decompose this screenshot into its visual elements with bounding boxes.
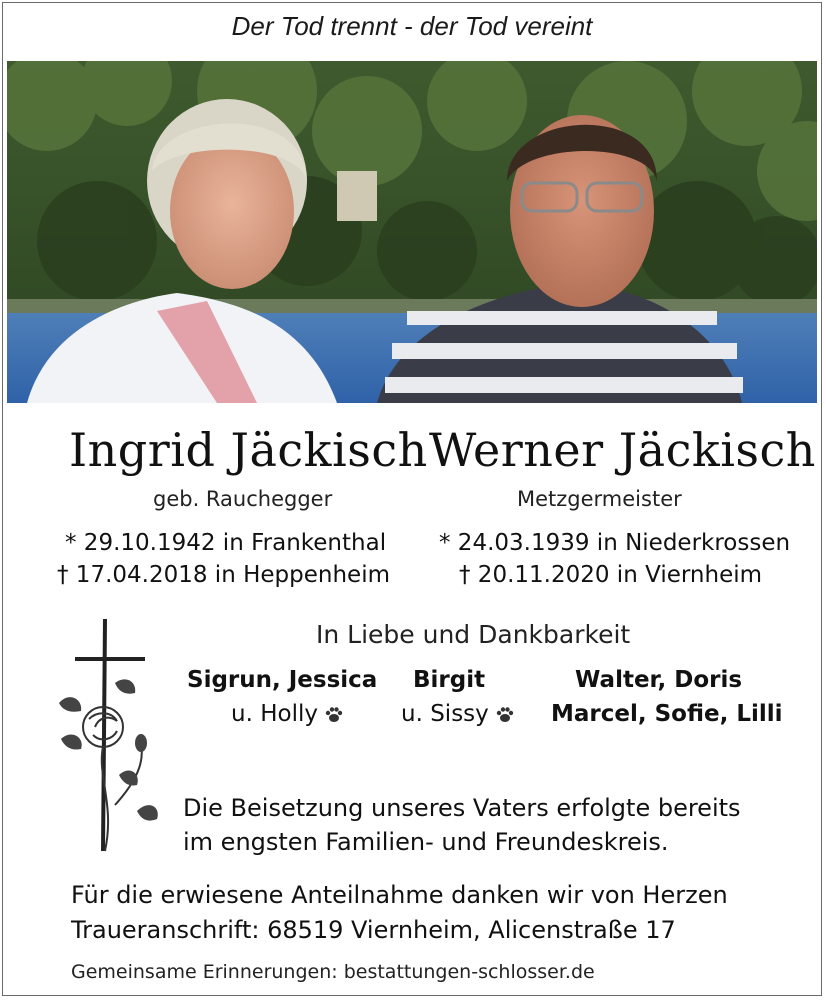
- paw-icon: [495, 705, 515, 725]
- person-right-death: † 20.11.2020 in Viernheim: [459, 562, 763, 588]
- person-left-subtitle: geb. Rauchegger: [153, 487, 333, 511]
- mourners-group3-names-2: Marcel, Sofie, Lilli: [551, 701, 783, 727]
- person-right-subtitle: Metzgermeister: [517, 487, 682, 511]
- mourners-group3-names: Walter, Doris: [575, 667, 743, 693]
- paw-icon: [324, 705, 344, 725]
- person-right-name: Werner Jäckisch: [429, 423, 816, 477]
- notice-line-1: Die Beisetzung unseres Vaters erfolgte bereits: [183, 794, 741, 822]
- cross-with-rose-icon: [45, 615, 165, 855]
- mourners-group2-pet: [401, 701, 515, 727]
- mourners-group1-pet-text: u. Holly: [231, 701, 318, 727]
- person-left-birth: * 29.10.1942 in Frankenthal: [65, 530, 387, 556]
- mourners-intro: In Liebe und Dankbarkeit: [316, 620, 631, 649]
- notice-line-2: im engsten Familien- und Freundeskreis.: [183, 828, 669, 856]
- obituary-notice: [2, 2, 822, 996]
- memories-link[interactable]: Gemeinsame Erinnerungen: bestattungen-schlosser.de: [71, 961, 595, 983]
- mourners-group1-pet: [231, 701, 344, 727]
- address-line: Traueranschrift: 68519 Viernheim, Alicenstraße 17: [71, 916, 676, 944]
- mourners-group2-names: Birgit: [413, 667, 486, 693]
- mourners-group1-names: Sigrun, Jessica: [187, 667, 378, 693]
- thanks-line-1: Für die erwiesene Anteilnahme danken wir von Herzen: [71, 881, 728, 909]
- person-left-name: Ingrid Jäckisch: [69, 423, 428, 477]
- motto-text: Der Tod trennt - der Tod vereint: [231, 11, 593, 41]
- mourners-group2-pet-text: u. Sissy: [401, 701, 489, 727]
- person-right-birth: * 24.03.1939 in Niederkrossen: [439, 530, 791, 556]
- person-left-death: † 17.04.2018 in Heppenheim: [57, 562, 390, 588]
- couple-photo: [7, 61, 817, 403]
